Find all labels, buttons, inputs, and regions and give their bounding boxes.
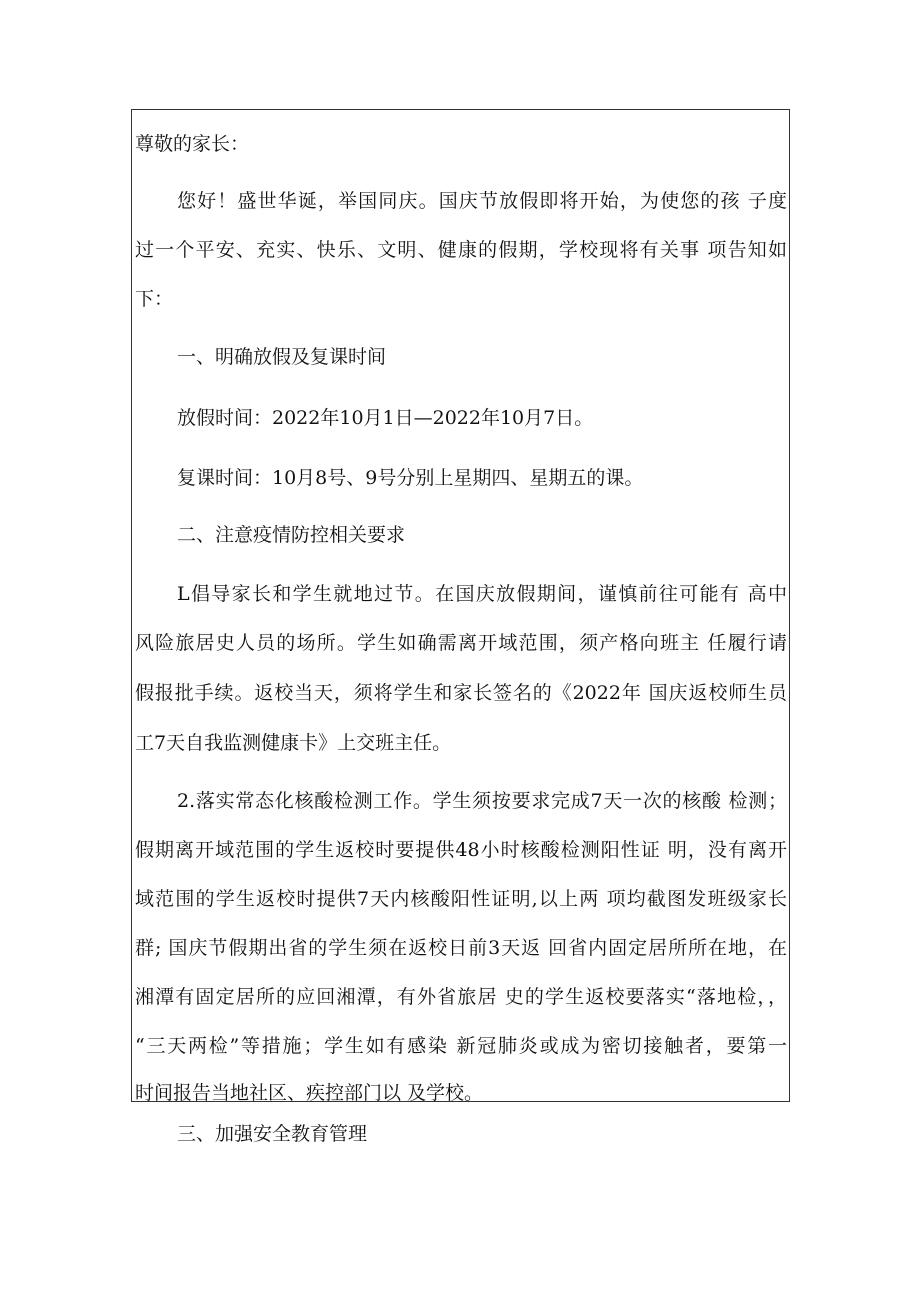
item1-line-1: L倡导家长和学生就地过节。在国庆放假期间，谨慎前往可能有 高中 [177, 583, 787, 605]
item2-line-4: 群; 国庆节假期出省的学生须在返校日前3天返 回省内固定居所所在地，在 [135, 937, 787, 959]
section1-heading: 一、明确放假及复课时间 [177, 346, 387, 368]
item2-line-3: 域范围的学生返校时提供7天内核酸阳性证明,以上两 项均截图发班级家长 [135, 888, 787, 910]
intro-line-1: 您好！盛世华诞，举国同庆。国庆节放假即将开始，为使您的孩 子度 [177, 190, 787, 212]
item2-line-2: 假期离开域范围的学生返校时要提供48小时核酸检测阳性证 明，没有离开 [135, 839, 787, 861]
item2-line-7: 时间报告当地社区、疾控部门以 及学校。 [135, 1082, 484, 1104]
item2-line-6: “三天两检”等措施；学生如有感染 新冠肺炎或成为密切接触者，要第一 [135, 1035, 787, 1057]
section3-heading: 三、加强安全教育管理 [177, 1123, 368, 1145]
intro-line-3: 下： [135, 288, 174, 310]
item2-line-1: 2.落实常态化核酸检测工作。学生须按要求完成7天一次的核酸 检测； [177, 790, 787, 812]
salutation: 尊敬的家长： [135, 133, 250, 155]
holiday-time: 放假时间：2022年10月1日—2022年10月7日。 [177, 407, 594, 429]
intro-line-2: 过一个平安、充实、快乐、文明、健康的假期，学校现将有关事 项告知如 [135, 239, 787, 261]
section2-heading: 二、注意疫情防控相关要求 [177, 524, 406, 546]
item1-line-4: 工7天自我监测健康卡》上交班主任。 [135, 732, 452, 754]
item1-line-2: 风险旅居史人员的场所。学生如确需离开域范围，须产格向班主 任履行请 [135, 632, 787, 654]
item2-line-5: 湘潭有固定居所的应回湘潭，有外省旅居 史的学生返校要落实“落地检，， [135, 986, 787, 1008]
item1-line-3: 假报批手续。返校当天，须将学生和家长签名的《2022年 国庆返校师生员 [135, 682, 787, 704]
resume-time: 复课时间：10月8号、9号分别上星期四、星期五的课。 [177, 467, 644, 489]
